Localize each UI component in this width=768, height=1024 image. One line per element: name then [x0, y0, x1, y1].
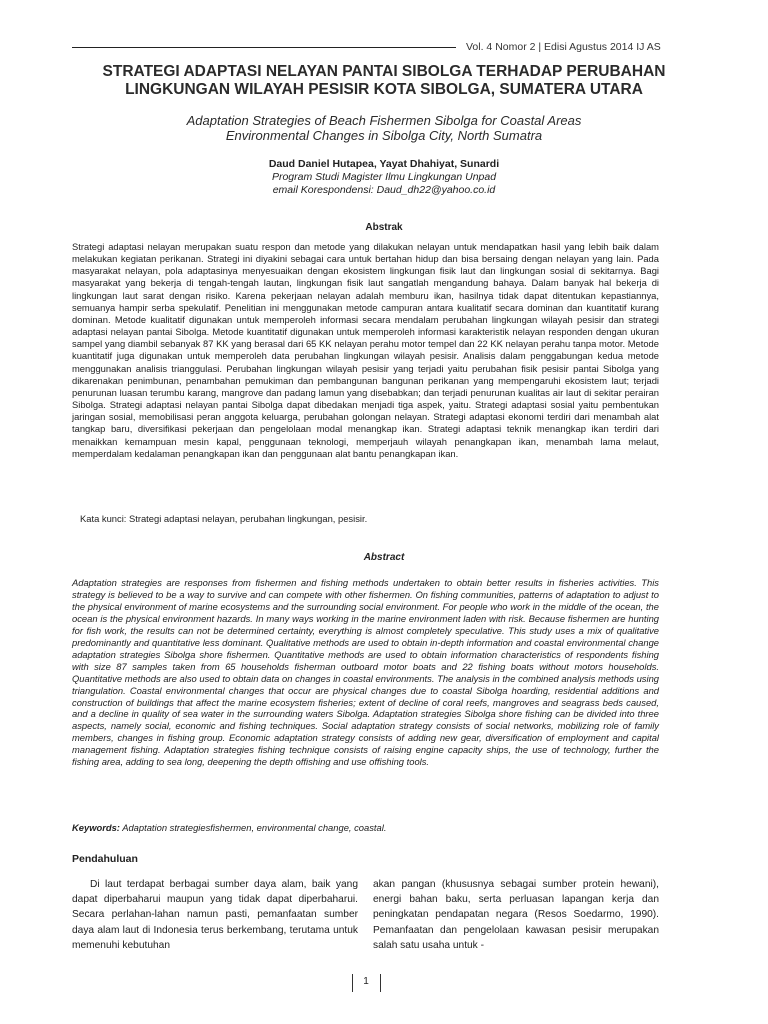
kata-kunci: Kata kunci: Strategi adaptasi nelayan, perubahan lingkungan, pesisir.: [80, 513, 368, 524]
keywords: [72, 822, 386, 833]
pendahuluan-right-column: akan pangan (khususnya sebagai sumber protein hewani), energi bahan baku, serta perluasan lapangan kerja dan peningkatan pendapatan negara (Resos Soedarmo, 1990). Pemanfaatan dan pengelolaan kawasan pesisir merupakan salah satu usaha untuk -: [373, 879, 659, 951]
affiliation-block: [60, 171, 708, 197]
english-title: [60, 113, 708, 143]
authors: Daud Daniel Hutapea, Yayat Dhahiyat, Sunardi: [268, 158, 500, 170]
paper-title: [60, 63, 708, 99]
abstract-body: Adaptation strategies are responses from fishermen and fishing methods undertaken to obtain better results in fisheries activities. This strategy is believed to be a way to survive and can compete with other fishermen. On fishing communities, patterns of adaptation to adjust to the physical environment of marine ecosystems and the surrounding social environment. For people who work in the middle of the ocean, the ocean is the physical environment hazards. In many ways working in the marine environment laden with risk. Because fishermen are hunting for fish work, the results can not be determined certainty, everything is almost completely speculative. This study uses a mix of qualitative predominantly and quantitative less dominant. Qualitative methods are used to obtain in-depth information and coastal environmental change adaptation strategies Sibolga shore fishermen. Quantitative methods are used to obtain information characteristics of respondents fishing with size 87 samples taken from 65 households fisherman outboard motor boats and 22 fishing boats without motors households. Quantitative methods are also used to obtain data on changes in coastal environments. The analysis in the combined analysis methods using triangulation. Coastal environmental changes that occur are physical changes due to coastal Sibolga hoarding, residential additions and construction of buildings that affect the marine ecosystem fisheries; extent of decline of coral reefs, mangroves and seagrass beds caused, and a decline in quality of sea water in the surrounding waters Sibolga. Adaptation strategies Sibolga shore fishing can be divided into three aspects, namely social, economic and fishing techniques. Social adaptation strategy consists of social networks, mobilizing role of family members, changes in fishing group. Economic adaptation strategy consists of adding new gear, diversification of employment and capital management fishing. Adaptation strategies fishing technique consists of raising engine capacity ships, the use of technology, further the fishing area, adding to sea long, deepening the depth offishing and use offishing tools.: [72, 577, 659, 768]
page-number-right-rule: [380, 974, 381, 992]
keywords-label: Keywords:: [72, 822, 120, 833]
pendahuluan-left-column: Di laut terdapat berbagai sumber daya alam, baik yang dapat diperbaharui maupun yang tidak dapat diperbaharui. Secara perlahan-lahan namun pasti, pemanfaatan sumber daya alam laut di Indonesia terus berkembang, terutama untuk memenuhi kebutuhan: [72, 879, 358, 951]
title-line-2: LINGKUNGAN WILAYAH PESISIR KOTA SIBOLGA, SUMATERA UTARA: [125, 81, 643, 98]
journal-info: Vol. 4 Nomor 2 | Edisi Agustus 2014 IJ AS: [466, 41, 661, 53]
page-number-left-rule: [352, 974, 353, 992]
keywords-text: Adaptation strategiesfishermen, environmental change, coastal.: [122, 822, 387, 833]
header-rule: [72, 47, 456, 48]
title-line-1: STRATEGI ADAPTASI NELAYAN PANTAI SIBOLGA TERHADAP PERUBAHAN: [102, 63, 666, 80]
page-number: 1: [363, 976, 369, 987]
english-title-line-2: Environmental Changes in Sibolga City, North Sumatra: [225, 128, 543, 143]
english-title-line-1: Adaptation Strategies of Beach Fishermen Sibolga for Coastal Areas: [186, 113, 582, 128]
affiliation: Program Studi Magister Ilmu Lingkungan Unpad: [271, 171, 497, 183]
pendahuluan-heading: Pendahuluan: [72, 853, 138, 865]
abstrak-heading: Abstrak: [365, 222, 403, 233]
abstrak-body: Strategi adaptasi nelayan merupakan suatu respon dan metode yang dilakukan nelayan untuk mendapatkan hasil yang lebih baik dalam melakukan kegiatan perikanan. Strategi ini diyakini sebagai cara untuk bertahan hidup dan bisa bersaing dengan nelayan yang lain. Pada masyarakat nelayan, pola adaptasinya menyesuaikan dengan ekosistem lingkungan fisik laut dan lingkungan sosial di sekitarnya. Bagi masyarakat yang bekerja di tengah-tengah lautan, lingkungan fisik laut sangatlah mengandung bahaya. Dalam banyak hal bekerja di lingkungan laut sarat dengan risiko. Karena pekerjaan nelayan adalah memburu ikan, hasilnya tidak dapat ditentukan kepastiannya, semuanya hampir serba spekulatif. Penelitian ini menggunakan metode campuran antara kualitatif secara dominan dan kuantitatif kurang dominan. Metode kualitatif digunakan untuk memperoleh informasi secara mendalam perubahan lingkungan wilayah pesisir dan strategi adaptasi nelayan pantai Sibolga. Metode kuantitatif digunakan untuk memperoleh informasi karakteristik nelayan responden dengan ukuran sampel yang diambil sebanyak 87 KK yang berasal dari 65 KK nelayan perahu motor tempel dan 22 KK nelayan perahu tanpa motor. Metode kuantitatif juga digunakan untuk memperoleh data perubahan lingkungan wilayah pesisir. Analisis dalam penggabungan kedua metode menggunakan analisis trianggulasi. Perubahan lingkungan wilayah pesisir yang terjadi yaitu perubahan fisik pesisir pantai Sibolga yang dikarenakan penimbunan, penambahan pemukiman dan pembangunan bangunan perikanan yang mempengaruhi ekosistem laut; terjadi penurunan luasan terumbu karang, mangrove dan padang lamun yang disebabkan; dan terjadi penurunan kualitas air laut di sekitar perairan Sibolga. Strategi adaptasi nelayan pantai Sibolga dapat dibedakan menjadi tiga aspek, yaitu. Strategi adaptasi sosial yaitu pembentukan jaringan sosial, memobilisasi peran anggota keluarga, perubahan golongan nelayan. Strategi adaptasi ekonomi terdiri dari menambah alat tangkap baru, diversifikasi pekerjaan dan pengelolaan modal menangkap ikan. Strategi adaptasi teknik menangkap ikan terdiri dari menaikkan kemampuan mesin kapal, penggunaan teknologi, memperjauh wilayah penangkapan ikan, menambah lama melaut, memperdalam kedalaman penangkapan ikan dan penggunaan alat bantu penangkapan ikan.: [72, 241, 659, 459]
abstract-heading: Abstract: [363, 552, 405, 563]
email: email Korespondensi: Daud_dh22@yahoo.co.id: [272, 184, 496, 196]
